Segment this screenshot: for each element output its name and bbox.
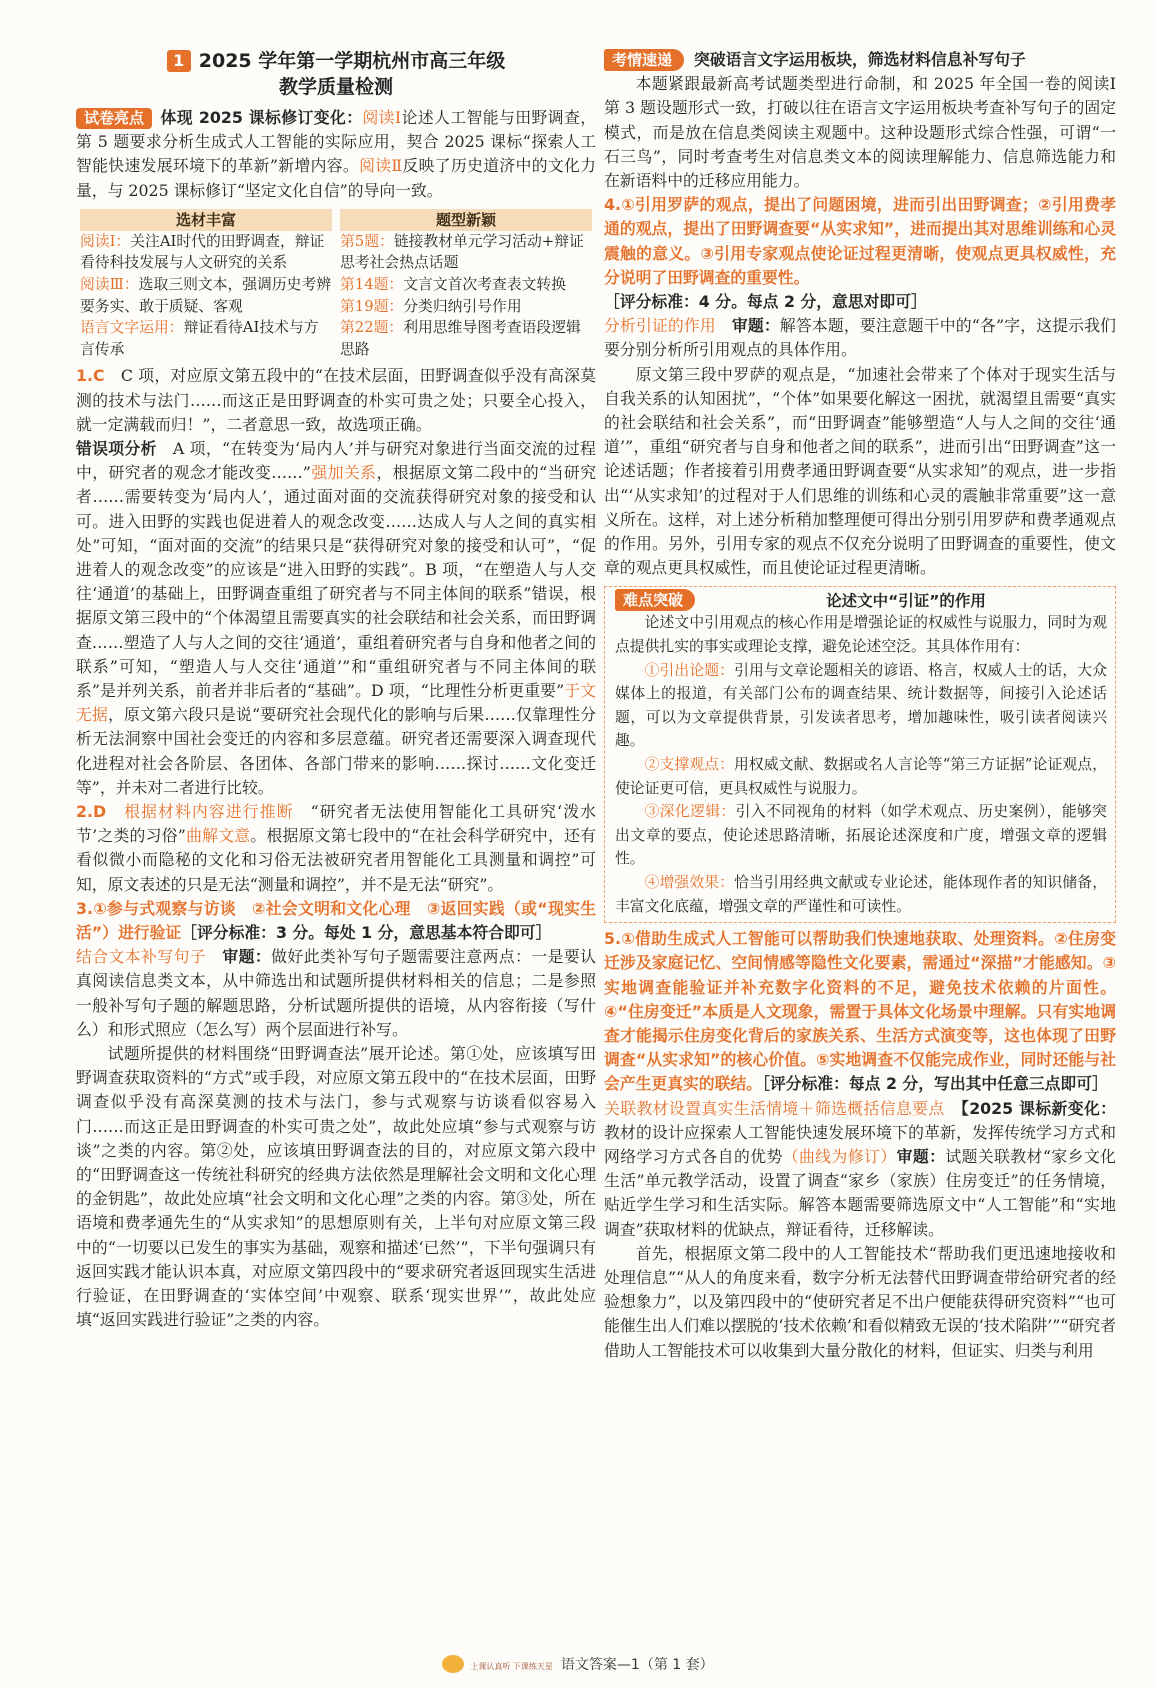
footer-slogan: 上课认真听 下课练天星	[470, 1662, 553, 1671]
right-column	[604, 48, 1116, 1363]
page-title: 1 2025 学年第一学期杭州市高三年级	[76, 48, 596, 74]
feature-question-types	[340, 209, 592, 361]
highlights-tag: 试卷亮点	[76, 108, 152, 129]
difficulty-box	[604, 586, 1116, 923]
answer-q5: 5.①借助生成式人工智能可以帮助我们快速地获取、处理资料。②住房变迁涉及家庭记忆、空间情感等隐性文化要素，需通过“深描”才能感知。③实地调查能验证并补充数字化资料的不足，避免技术依赖的片面性。④“住房变迁”本质是人文现象，需置于具体文化场景中理解。只有实地调查才能揭示住房变化背后的家族关系、生活方式演变等，这也体现了田野调查“从实求知”的核心价值。⑤实地调查不仅能完成作业，同时还能与社会产生更真实的联结。［评分标准：每点 2 分，写出其中任意三点即可］	[604, 929, 1116, 1094]
answer-q2: 2.D 根据材料内容进行推断 “研究者无法使用智能化工具研究‘泼水节’之类的习俗”曲解文意。根据原文第七段中的“在社会科学研究中，还有看似微小而隐秘的文化和习俗无法被研究者用智能化工具测量和调控”可知，原文表述的只是无法“测量和调控”，并不是无法“研究”。	[76, 802, 596, 894]
feature-item: 语言文字运用：辩证看待AI技术与方言传承	[80, 319, 319, 358]
page-footer	[0, 1654, 1156, 1674]
answer-q3-review: 结合文本补写句子 审题：做好此类补写句子题需要注意两点：一是要认真阅读信息类文本，从中筛选出和试题所提供材料相关的信息；二是参照一般补写句子题的解题思路，分析试题所提供的语境，从内容衔接（写什么）和形式照应（怎么写）两个层面进行补写。	[76, 947, 596, 1039]
feature-item: 第14题：文言文首次考查表文转换	[340, 276, 567, 293]
feature-item: 阅读Ⅰ：关注AI时代的田野调查，辩证看待科技发展与人文研究的关系	[80, 232, 325, 272]
answer-q4-body: 原文第三段中罗萨的观点是，“加速社会带来了个体对于现实生活与自我关系的认知困扰”，“个体”如果要化解这一困扰，就渴望且需要“真实的社会联结和社会关系”，而“田野调查”能够塑造“人与人之间的交往‘通道’”，重组“研究者与自身和他者之间的联系”，进而引出“田野调查”这一论述话题；作者接着引用费孝通田野调查要“从实求知”的观点，进一步指出“‘从实求知’的过程对于人们思维的训练和心灵的震触非常重要”这一意义所在。这样，对上述分析稍加整理便可得出分别引用罗萨和费孝通观点的作用。另外，引用专家的观点不仅充分说明了田野调查的重要性，使文章的观点更具权威性，而且使论证过程更清晰。	[604, 364, 1116, 578]
answer-q4-criteria: ［评分标准：4 分。每点 2 分，意思对即可］	[604, 292, 927, 312]
publisher-logo-icon	[442, 1655, 464, 1673]
footer-page-label: 语文答案—1（第 1 套）	[560, 1657, 714, 1673]
left-column	[76, 48, 596, 1333]
answer-q1: 1.C C 项，对应原文第五段中的“在技术层面，田野调查似乎没有高深莫测的技术与法门……而这正是田野调查的朴实可贵之处；只要全心投入，就一定满载而归！”，二者意思一致，故选项正确。	[76, 366, 596, 434]
exam-info-tag: 考情速递	[604, 49, 684, 71]
answer-q4: 4.①引用罗萨的观点，提出了问题困境，进而引出田野调查；②引用费孝通的观点，提出了田野调查要“从实求知”，进而提出其对思维训练和心灵震触的意义。③引用专家观点使论证过程更清晰，使观点更具权威性，充分说明了田野调查的重要性。	[604, 195, 1116, 287]
answer-q3-body: 试题所提供的材料围绕“田野调查法”展开论述。第①处，应该填写田野调查获取资料的“方式”或手段，对应原文第五段中的“在技术层面，田野调查似乎没有高深莫测的技术与法门，参与式观察与访谈看似容易入门……而这正是田野调查的朴实可贵之处”，故此处应填“参与式观察与访谈”之类的内容。第②处，应该填田野调查法的目的，对应原文第六段中的“田野调查这一传统社科研究的经典方法依然是理解社会文明和文化心理的金钥匙”，故此处应填“社会文明和文化心理”之类的内容。第③处，所在语境和费孝通先生的“从实求知”的思想原则有关，上半句对应原文第三段中的“一切要以已发生的事实为基础，观察和描述‘已然’”，下半句强调只有返回实践才能认识本真，对应原文第四段中的“要求研究者返回现实生活进行验证，在田野调查的‘实体空间’中观察、联系‘现实世界’”，故此处应填“返回实践进行验证”之类的内容。	[76, 1044, 596, 1330]
difficulty-item: ③深化逻辑：引入不同视角的材料（如学术观点、历史案例），能够突出文章的要点，使论述思路清晰，拓展论述深度和广度，增强文章的逻辑性。	[615, 803, 1107, 868]
difficulty-item: ④增强效果：恰当引用经典文献或专业论述，能体现作者的知识储备，丰富文化底蕴，增强文章的严谨性和可读性。	[615, 874, 1107, 915]
set-number-badge: 1	[167, 50, 191, 72]
answer-q5-body: 首先，根据原文第二段中的人工智能技术“帮助我们更迅速地接收和处理信息”“从人的角度来看，数字分析无法替代田野调查带给研究者的经验想象力”，以及第四段中的“使研究者足不出户便能获得研究资料”“也可能催生出人们难以摆脱的‘技术依赖’和看似精致无误的‘技术陷阱’”“研究者借助人工智能技术可以收集到大量分散化的材料，但证实、归类与利用	[604, 1243, 1116, 1360]
difficulty-intro: 论述文中引用观点的核心作用是增强论证的权威性与说服力，同时为观点提供扎实的事实或理论支撑，避免论述空泛。其具体作用有：	[615, 614, 1107, 656]
feature-item: 阅读Ⅲ：选取三则文本，强调历史考辨要务实、敢于质疑、客观	[80, 276, 332, 315]
feature-types-head: 题型新颖	[340, 209, 592, 231]
answer-q4-review: 分析引证的作用 审题：解答本题，要注意题干中的“各”字，这提示我们要分别分析所引用观点的具体作用。	[604, 316, 1116, 360]
feature-item: 第5题：链接教材单元学习活动+辩证思考社会热点话题	[340, 232, 584, 272]
feature-table	[80, 209, 592, 361]
feature-item: 第22题：利用思维导图考查语段逻辑思路	[340, 319, 581, 358]
answer-q3: 3.①参与式观察与访谈 ②社会文明和文化心理 ③返回实践（或“现实生活”）进行验证［评分标准：3 分。每处 1 分，意思基本符合即可］	[76, 898, 596, 943]
answer-q1-analysis: 错误项分析 A 项，“在转变为‘局内人’并与研究对象进行当面交流的过程中，研究者的观念才能改变……”强加关系，根据原文第二段中的“当研究者……需要转变为‘局内人’，通过面对面的交流获得研究对象的接受和认可。进入田野的实践也促进着人的观念改变……达成人与人之间的真实相处”可知，“面对面的交流”的结果只是“获得研究对象的接受和认可”，“促进着人的观念改变”的应该是“进入田野的实践”。B 项，“在塑造人与人交往‘通道’的基础上，田野调查重组了研究者与不同主体间的联系”错误，根据原文第三段中的“个体渴望且需要真实的社会联结和社会关系，而田野调查……塑造了人与人之间的交往‘通道’，重组着研究者与自身和他者之间的联系”可知，“塑造人与人交往‘通道’”和“重组研究者与不同主体间的联系”是并列关系，前者并非后者的“基础”。D 项，“比理性分析更重要”于文无据，原文第六段只是说“要研究社会现代化的影响与后果……仅靠理性分析无法洞察中国社会变迁的内容和多层意蕴。研究者还需要深入调查现代化进程对社会各阶层、各团体、各部门带来的影响……探讨……文化变迁等”，并未对二者进行比较。	[76, 438, 596, 797]
difficulty-item: ①引出论题：引用与文章论题相关的谚语、格言，权威人士的话，大众媒体上的报道，有关部门公布的调查结果、统计数据等，间接引入论述话题，可以为文章提供背景，引发读者思考，增加趣味性，吸引读者阅读兴趣。	[615, 661, 1107, 750]
difficulty-item: ②支撑观点：用权威文献、数据或名人言论等“第三方证据”论证观点，使论证更可信，更具权威性与说服力。	[615, 756, 1107, 797]
exam-highlights: 试卷亮点 体现 2025 课标修订变化：阅读Ⅰ论述人工智能与田野调查，第 5 题要求分析生成式人工智能的实际应用，契合 2025 课标“探索人工智能快速发展环境下的革新”新增内容。阅读Ⅱ反映了历史道济中的文化力量，与 2025 课标修订“坚定文化自信”的导向一致。	[76, 108, 596, 200]
difficulty-title: 论述文中“引证”的作用	[826, 592, 986, 611]
feature-materials	[80, 209, 332, 361]
feature-materials-head: 选材丰富	[80, 209, 332, 231]
answer-q5-review: 关联教材设置真实生活情境＋筛选概括信息要点 【2025 课标新变化：教材的设计应探索人工智能快速发展环境下的革新，发挥传统学习方式和网络学习方式各自的优势（曲线为修订）审题：试题关联教材“家乡文化生活”单元教学活动，设置了调查“家乡（家族）住房变迁”的任务情境，贴近学生学习和生活实际。解答本题需要筛选原文中“人工智能”和“实地调查”获取材料的优缺点，辩证看待，迁移解读。	[604, 1098, 1116, 1239]
feature-item: 第19题：分类归纳引号作用	[340, 297, 522, 315]
difficulty-tag: 难点突破	[615, 589, 695, 611]
exam-info-body: 本题紧跟最新高考试题类型进行命制，和 2025 年全国一卷的阅读Ⅰ第 3 题设题形式一致，打破以往在语言文字运用板块考查补写句子的固定模式，而是放在信息类阅读主观题中。这种设题形式综合性强，可谓“一石三鸟”，同时考查考生对信息类文本的阅读理解能力、信息筛选能力和在新语料中的迁移应用能力。	[604, 74, 1116, 191]
page-subtitle: 教学质量检测	[278, 76, 393, 98]
exam-info: 考情速递 突破语言文字运用板块，筛选材料信息补写句子	[604, 48, 1116, 72]
